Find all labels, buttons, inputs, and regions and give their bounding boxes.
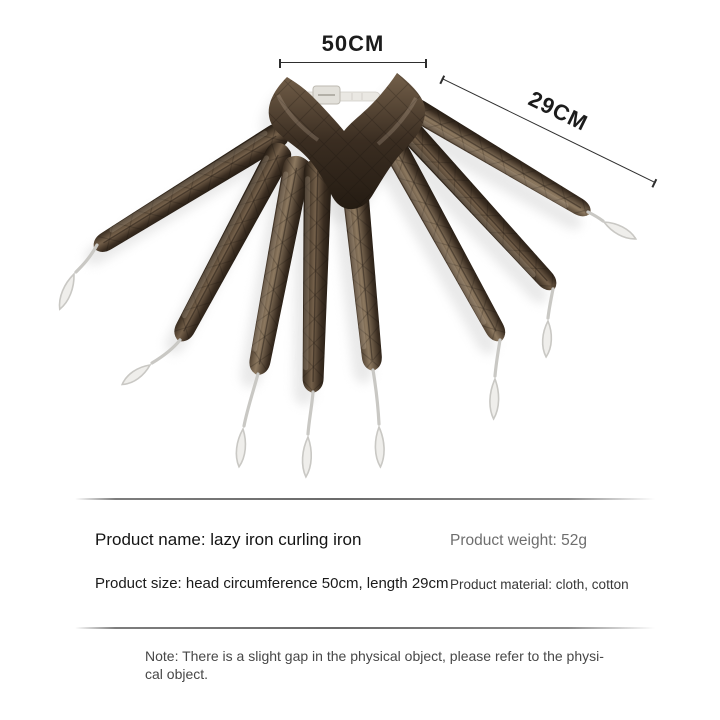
product-name-text: Product name: lazy iron curling iron [95, 530, 362, 549]
elastic-cord [373, 370, 379, 424]
elastic-cord [548, 289, 553, 318]
elastic-loop [489, 379, 499, 419]
divider-bottom [75, 627, 655, 629]
product-material-text: Product material: cloth, cotton [450, 577, 629, 592]
note-line-2: cal object. [145, 666, 209, 683]
elastic-loop [542, 321, 553, 357]
elastic-loop [120, 361, 153, 388]
curler-arm [299, 159, 332, 394]
note-text [145, 647, 615, 684]
elastic-loop [56, 272, 78, 310]
divider-top [75, 498, 655, 500]
elastic-loop [375, 427, 385, 467]
width-dimension-line [279, 62, 427, 63]
elastic-loop [602, 218, 638, 243]
elastic-cord [588, 212, 603, 221]
product-weight-text: Product weight: 52g [450, 532, 588, 549]
width-dimension-label: 50CM [321, 31, 385, 56]
elastic-loop [302, 437, 313, 477]
length-dimension-label: 29CM [524, 85, 593, 136]
note-line-1: Note: There is a slight gap in the physical object, please refer to the physi- [145, 648, 604, 664]
elastic-loop [235, 429, 248, 468]
product-size-text: Product size: head circumference 50cm, length 29cm [95, 575, 449, 592]
